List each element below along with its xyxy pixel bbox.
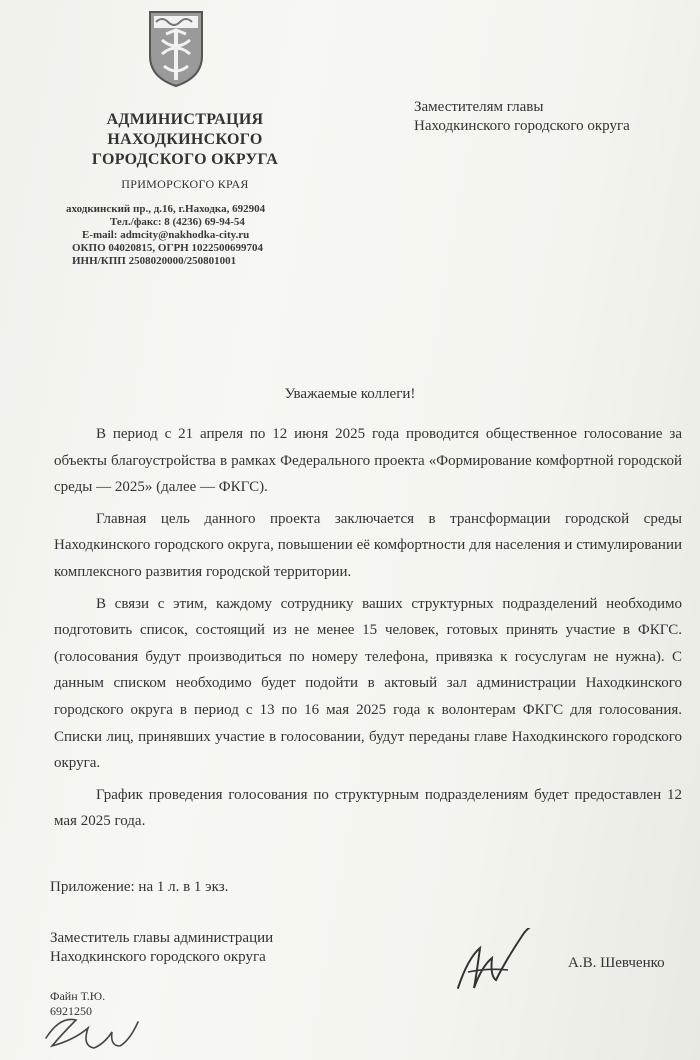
attachment-note: Приложение: на 1 л. в 1 экз. (50, 879, 229, 895)
handwritten-initials-icon (40, 1008, 160, 1058)
signer-position (50, 929, 350, 967)
signer-position-line-2: Находкинского городского округа (50, 949, 266, 965)
organization-name (60, 110, 310, 170)
paragraph: Главная цель данного проекта заключается в трансформации городской среды Находкинского городского округа, повышении её комфортности для населения и стимулировании комплексного развития городской территории. (54, 510, 682, 580)
contact-okpo: ОКПО 04020815, ОГРН 1022500699704 (72, 242, 263, 254)
contact-inn: ИНН/КПП 2508020000/250801001 (72, 255, 237, 267)
signer-name: А.В. Шевченко (568, 955, 665, 971)
addressee-block (414, 98, 684, 136)
signer-position-line-1: Заместитель главы администрации (50, 930, 274, 946)
contact-block (66, 203, 316, 268)
contact-address: аходкинский пр., д.16, г.Находка, 692904 (66, 203, 266, 215)
city-coat-of-arms-icon (148, 10, 204, 88)
region-name: ПРИМОРСКОГО КРАЯ (121, 177, 249, 191)
org-line-1: АДМИНИСТРАЦИЯ (106, 111, 264, 128)
paragraph: В период с 21 апреля по 12 июня 2025 года проводится общественное голосование за объекты благоустройства в рамках Федерального проекта «Формирование комфортной городской среды — 2025» (далее — ФКГС). (54, 426, 682, 496)
paragraph: График проведения голосования по структурным подразделениям будет предоставлен 12 мая 2025 года. (54, 786, 682, 830)
org-line-3: ГОРОДСКОГО ОКРУГА (91, 151, 279, 168)
executor-name: Файн Т.Ю. (50, 989, 106, 1003)
addressee-line-2: Находкинского городского округа (414, 118, 630, 134)
handwritten-signature-icon (450, 928, 550, 998)
paragraph: В связи с этим, каждому сотруднику ваших структурных подразделений необходимо подготовить список, состоящий из не менее 15 человек, готовых принять участие в ФКГС. (голосования будут производиться по номеру телефона, привязка к госуслугам не нужна). С данным списком необходимо будет подойти в актовый зал администрации Находкинского городского округа в период с 13 по 16 мая 2025 года к волонтерам ФКГС для голосования. Списки лиц, принявших участие в голосовании, будут переданы главе Находкинского городского округа. (54, 595, 682, 772)
letter-body (54, 421, 682, 840)
addressee-line-1: Заместителям главы (414, 99, 544, 115)
executor-phone: 6921250 (50, 1004, 92, 1018)
org-line-2: НАХОДКИНСКОГО (107, 131, 263, 148)
greeting: Уважаемые коллеги! (284, 386, 416, 402)
contact-email: E-mail: admcity@nakhodka-city.ru (82, 229, 250, 241)
contact-phone: Тел./факс: 8 (4236) 69-94-54 (110, 216, 245, 228)
